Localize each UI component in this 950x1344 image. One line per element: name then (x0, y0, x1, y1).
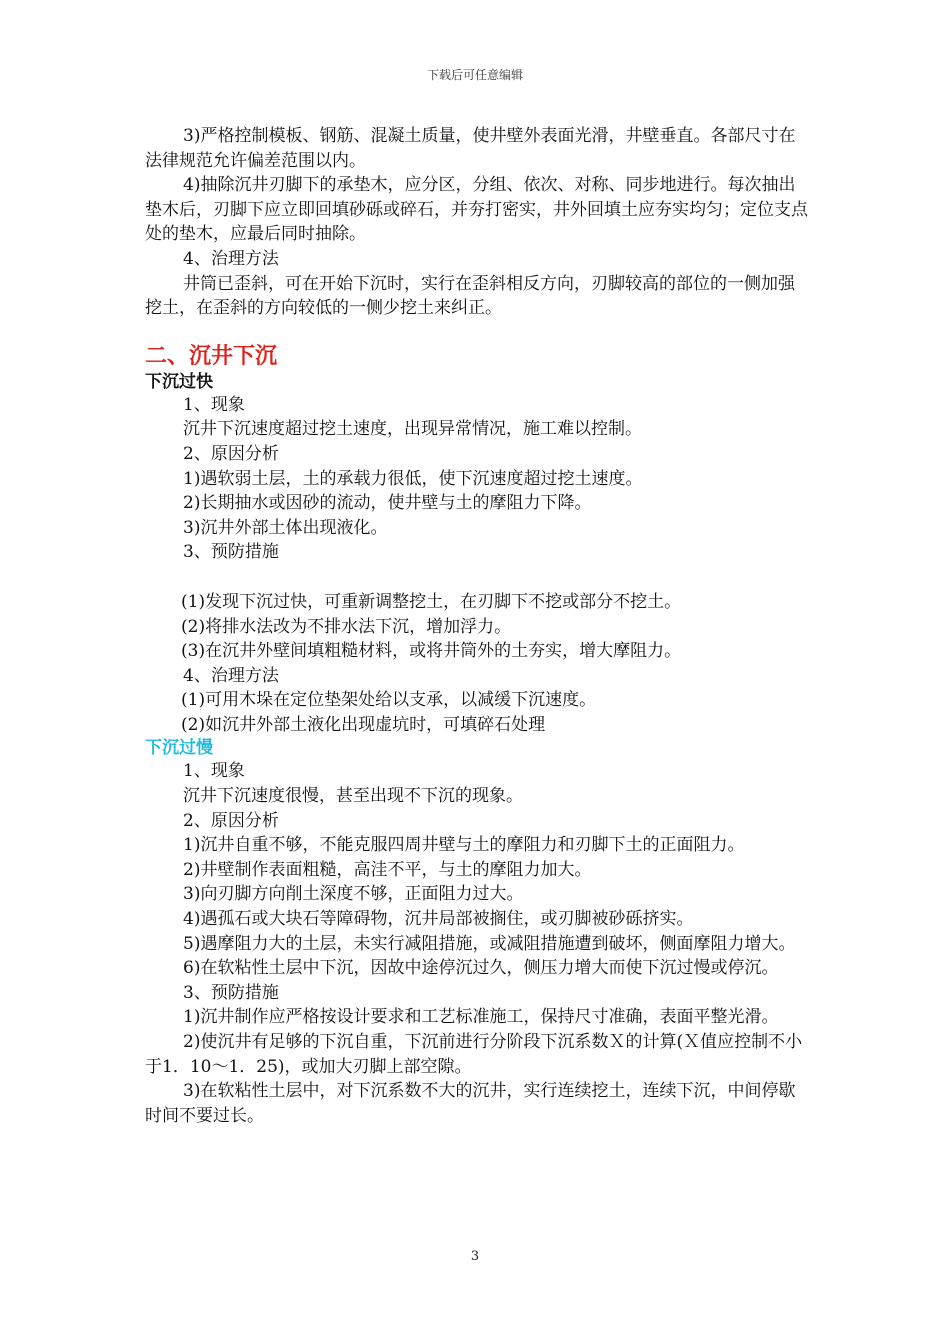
line: 1)遇软弱土层，土的承载力很低，使下沉速度超过挖土速度。 (183, 468, 643, 489)
line: 沉井下沉速度很慢，甚至出现不下沉的现象。 (183, 786, 523, 807)
paragraph: 井筒已歪斜，可在开始下沉时，实行在歪斜相反方向，刃脚较高的部位的一侧加强挖土，在歪斜的方向较低的一侧少挖土来纠正。 (145, 273, 795, 319)
page-header: 下载后可任意编辑 (426, 68, 523, 82)
paragraph: 3)在软粘性土层中，对下沉系数不大的沉井，实行连续挖土，连续下沉，中间停歇时间不要过长。 (145, 1081, 796, 1126)
line: 4、治理方法 (183, 665, 279, 686)
line: (2)将排水法改为不排水法下沉，增加浮力。 (181, 616, 512, 637)
subsection-heading: 下沉过快 (145, 371, 213, 392)
line: 沉井下沉速度超过挖土速度，出现异常情况，施工难以控制。 (183, 419, 642, 440)
paragraph: 1)沉井制作应严格按设计要求和工艺标准施工，保持尺寸准确，表面平整光滑。 (183, 1007, 779, 1028)
line: (2)如沉井外部土液化出现虚坑时，可填碎石处理 (181, 714, 546, 735)
line: 3)向刃脚方向削土深度不够，正面阻力过大。 (183, 884, 524, 905)
line: 2、原因分析 (183, 443, 279, 464)
line: 1)沉井自重不够，不能克服四周井壁与土的摩阻力和刃脚下土的正面阻力。 (183, 835, 745, 856)
paragraph: 4)抽除沉井刃脚下的承垫木，应分区，分组、依次、对称、同步地进行。每次抽出垫木后，刃脚下应立即回填砂砾或碎石，并夯打密实，井外回填土应夯实均匀；定位支点处的垫木，应最后同时抽除。 (145, 175, 808, 245)
paragraph: 5)遇摩阻力大的土层，未实行减阻措施，或减阻措施遭到破坏，侧面摩阻力增大。 (183, 933, 796, 954)
line: (1)可用木垛在定位垫架处给以支承，以减缓下沉速度。 (181, 690, 597, 711)
paragraph: 3、预防措施 (183, 982, 279, 1003)
line: 1、现象 (183, 761, 245, 782)
line: 2)长期抽水或因砂的流动，使井壁与土的摩阻力下降。 (183, 493, 592, 514)
line: (3)在沉井外壁间填粗糙材料，或将井筒外的土夯实，增大摩阻力。 (181, 641, 682, 662)
line: 3)沉井外部土体出现液化。 (183, 517, 388, 538)
paragraph: 2)使沉井有足够的下沉自重，下沉前进行分阶段下沉系数Ｘ的计算(Ｘ值应控制不小于1．10～1．25)，或加大刃脚上部空隙。 (145, 1032, 803, 1077)
line: (1)发现下沉过快，可重新调整挖土，在刃脚下不挖或部分不挖土。 (181, 591, 682, 612)
paragraph: 3)严格控制模板、钢筋、混凝土质量，使井壁外表面光滑，井壁垂直。各部尺寸在法律规范允许偏差范围以内。 (145, 126, 796, 171)
page-number: 3 (470, 1249, 480, 1264)
line: 4)遇孤石或大块石等障碍物，沉井局部被搁住，或刃脚被砂砾挤实。 (183, 909, 694, 930)
line: 2、原因分析 (183, 810, 279, 831)
line: 2)井壁制作表面粗糙，高洼不平，与土的摩阻力加大。 (183, 859, 592, 880)
blank-line (145, 565, 811, 590)
subsection-heading: 下沉过慢 (145, 738, 213, 759)
document-body (145, 124, 811, 1128)
section-heading: 二、沉井下沉 (145, 343, 278, 369)
line: 3、预防措施 (183, 542, 279, 563)
paragraph: 6)在软粘性土层中下沉，因故中途停沉过久，侧压力增大而使下沉过慢或停沉。 (183, 958, 779, 979)
line: 1、现象 (183, 394, 245, 415)
paragraph: 4、治理方法 (183, 248, 279, 269)
